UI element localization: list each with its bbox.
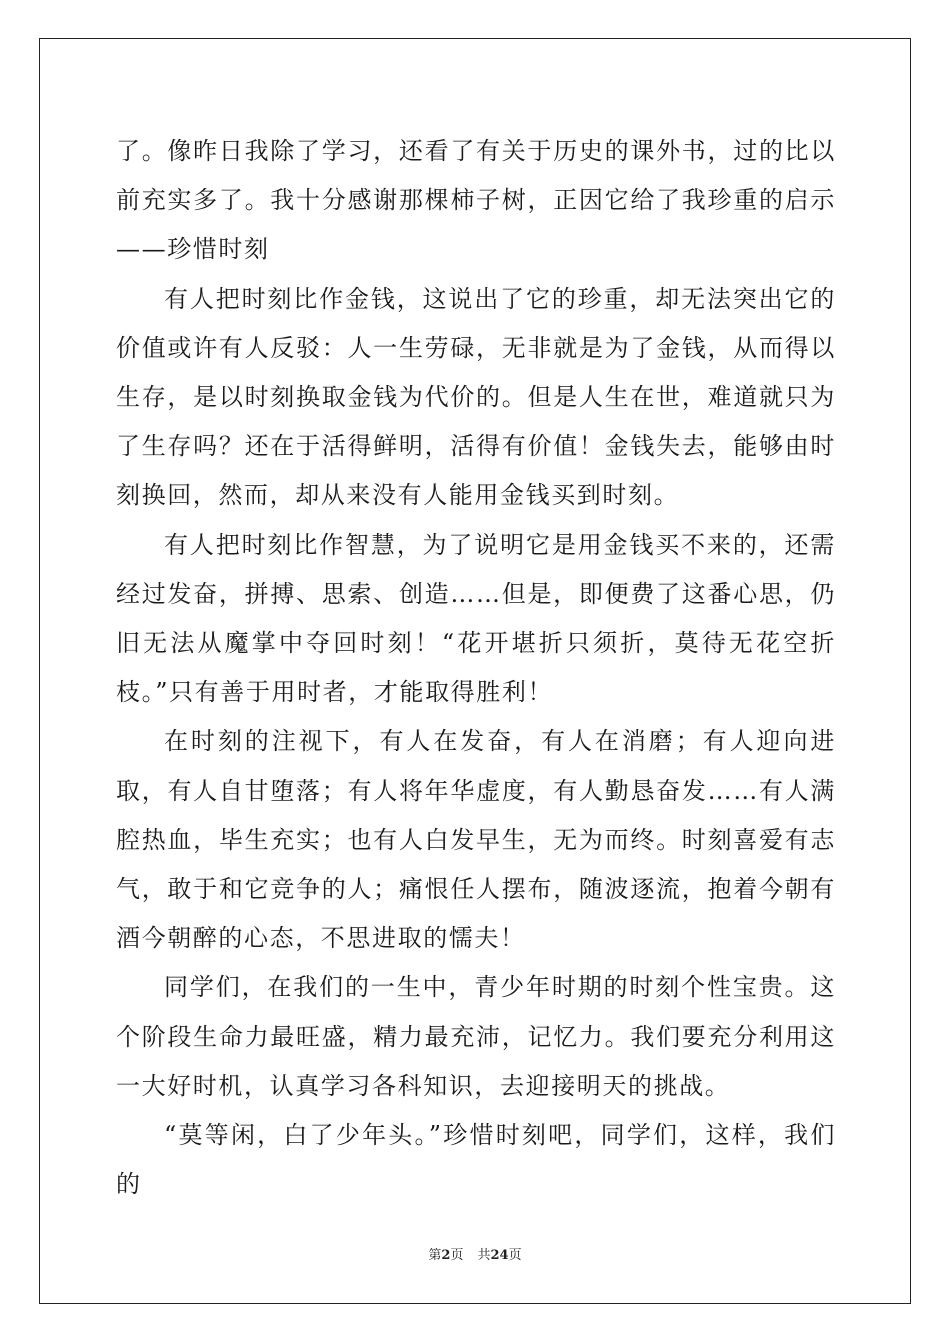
total-pages: 24 [490,1248,509,1263]
paragraph-1: 了。像昨日我除了学习，还看了有关于历史的课外书，过的比以前充实多了。我十分感谢那棵柿子树，正因它给了我珍重的启示——珍惜时刻 [116,137,836,264]
page-suffix: 页 [450,1248,464,1263]
paragraph-6: “莫等闲，白了少年头。”珍惜时刻吧，同学们，这样，我们的 [116,1121,836,1199]
paragraph-2: 有人把时刻比作金钱，这说出了它的珍重，却无法突出它的价值或许有人反驳：人一生劳碌，无非就是为了金钱，从而得以生存，是以时刻换取金钱为代价的。但是人生在世，难道就只为了生存吗？还在于活得鲜明，活得有价值！金钱失去，能够由时刻换回，然而，却从来没有人能用金钱买到时刻。 [116,284,836,510]
paragraph-3: 有人把时刻比作智慧，为了说明它是用金钱买不来的，还需经过发奋，拼搏、思索、创造……但是，即便费了这番心思，仍旧无法从魔掌中夺回时刻！“花开堪折只须折，莫待无花空折枝。”只有善于用时者，才能取得胜利！ [116,530,836,707]
document-body [116,127,836,1209]
total-prefix: 共 [477,1248,491,1263]
page-prefix: 第 [428,1248,442,1263]
total-suffix: 页 [508,1248,522,1263]
page-footer [0,1247,950,1265]
page-number: 2 [441,1248,451,1263]
paragraph-5: 同学们，在我们的一生中，青少年时期的时刻个性宝贵。这个阶段生命力最旺盛，精力最充沛，记忆力。我们要充分利用这一大好时机，认真学习各科知识，去迎接明天的挑战。 [116,973,836,1100]
paragraph-4: 在时刻的注视下，有人在发奋，有人在消磨；有人迎向进取，有人自甘堕落；有人将年华虚度，有人勤恳奋发……有人满腔热血，毕生充实；也有人白发早生，无为而终。时刻喜爱有志气，敢于和它竞争的人；痛恨任人摆布，随波逐流，抱着今朝有酒今朝醉的心态，不思进取的懦夫！ [116,727,836,953]
